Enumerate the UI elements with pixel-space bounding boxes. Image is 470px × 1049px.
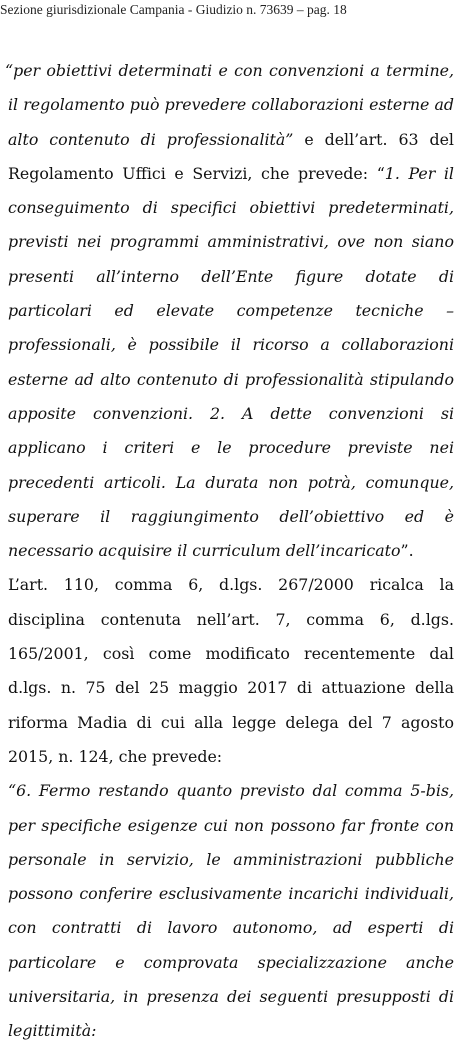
paragraph-art-110	[8, 568, 454, 774]
text-segment: “per obiettivi determinati e con convenzioni a termine, il regolamento può prevedere collaborazioni esterne ad alto contenuto di professionalità”	[5, 61, 454, 149]
running-header: Sezione giurisdizionale Campania - Giudizio n. 73639 – pag. 18	[0, 2, 347, 17]
text-segment: 1. Per il conseguimento di specifici obiettivi predeterminati, previsti nei programmi amministrativi, ove non siano presenti all’interno dell’Ente figure dotate di particolari ed elevate competenze tecniche – professionali, è possibile il ricorso a collaborazioni esterne ad alto contenuto di professionalità stipulando apposite convenzioni. 2. A dette convenzioni si applicano i criteri e le procedure previste nei precedenti articoli. La durata non potrà, comunque, superare il raggiungimento dell’obiettivo ed è necessario acquisire il curriculum dell’incaricato	[8, 163, 454, 561]
text-segment: L’art. 110, comma 6, d.lgs. 267/2000 ricalca la disciplina contenuta nell’art. 7, comma 6, d.lgs. 165/2001, così come modificato recentemente dal d.lgs. n. 75 del 25 maggio 2017 di attuazione della riforma Madia di cui alla legge delega del 7 agosto 2015, n. 124, che prevede:	[8, 575, 454, 766]
paragraph-comma-6-quote	[8, 774, 454, 1048]
paragraph-regolamento-quote	[5, 54, 454, 568]
text-segment: “6. Fermo restando quanto previsto dal comma 5-bis, per specifiche esigenze cui non possono far fronte con personale in servizio, le amministrazioni pubbliche possono conferire esclusivamente incarichi individuali, con contratti di lavoro autonomo, ad esperti di particolare e comprovata specializzazione anche universitaria, in presenza dei seguenti presupposti di legittimità:	[8, 781, 454, 1041]
body-text	[5, 54, 454, 1049]
text-segment: e dell’art. 63 del Regolamento Uffici e Servizi, che prevede: “	[8, 129, 454, 183]
text-segment: ”.	[400, 541, 414, 561]
